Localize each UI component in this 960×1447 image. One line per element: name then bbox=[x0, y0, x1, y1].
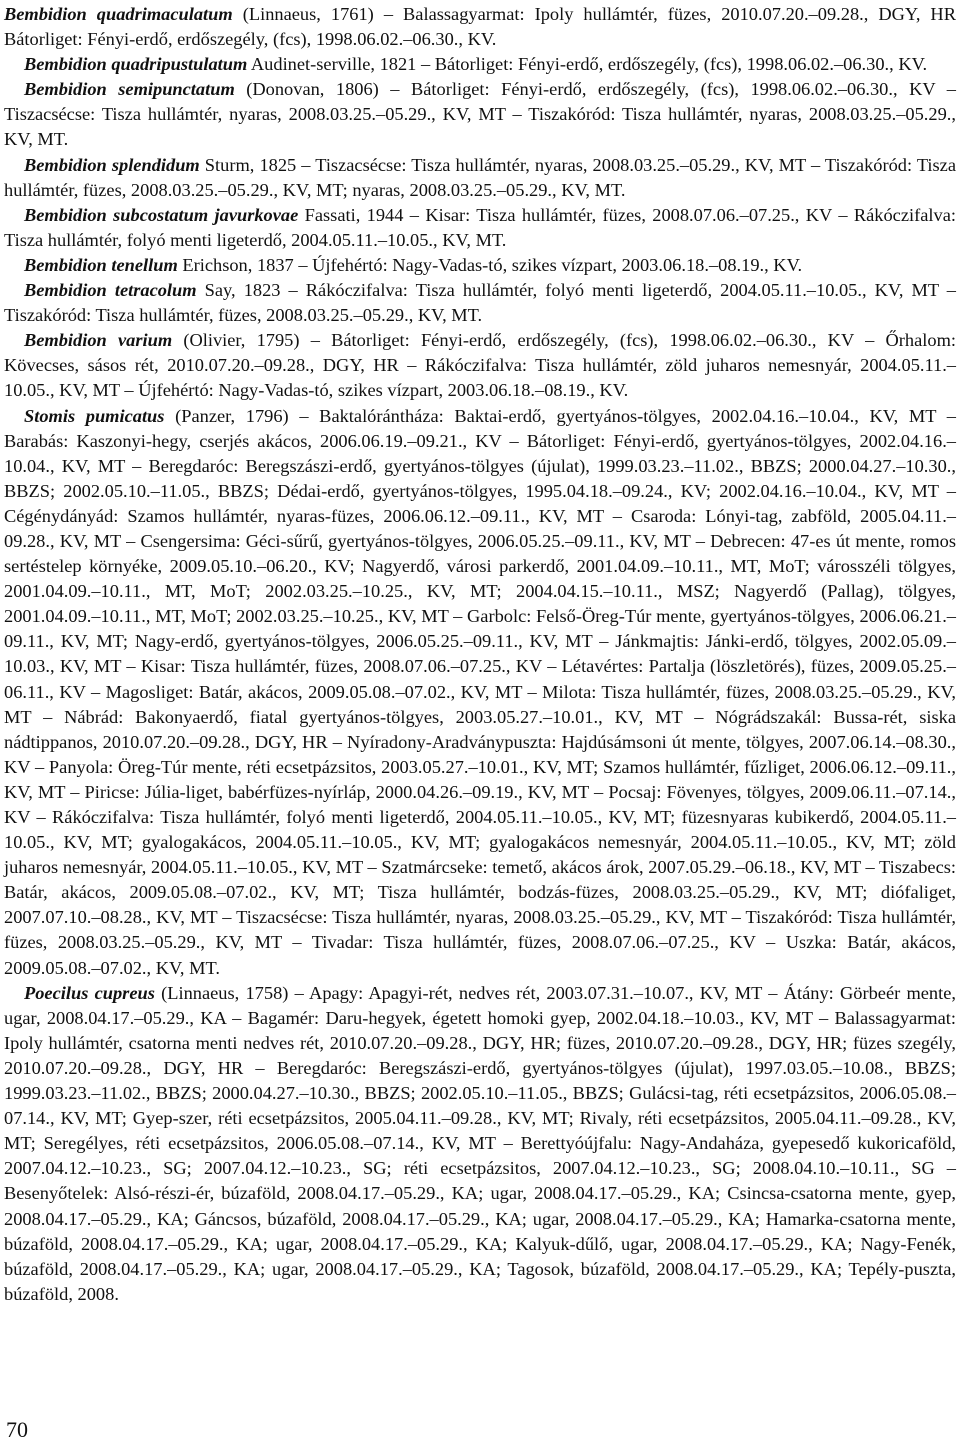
species-record-entry bbox=[4, 52, 956, 77]
record-text: (Linnaeus, 1761) – Balassagyarmat: Ipoly hullámtér, füzes, 2010.07.20.–09.28., DGY, HR Bátorliget: Fényi-erdő, erdőszegély, (fcs), 1998.06.02.–06.30., KV. bbox=[4, 4, 956, 50]
species-record-entry bbox=[4, 77, 956, 152]
species-name: Poecilus cupreus bbox=[24, 982, 155, 1003]
species-name: Bembidion quadrimaculatum bbox=[4, 4, 233, 24]
species-record-entry bbox=[4, 404, 956, 981]
species-record-entry bbox=[4, 2, 956, 52]
record-text: (Linnaeus, 1758) – Apagy: Apagyi-rét, nedves rét, 2003.07.31.–10.07., KV, MT – Átány: Görbeér mente, ugar, 2008.04.17.–05.29., KA – Bagamér: Daru-hegyek, égetett homoki gyep, 2002.04.18.–10.03., KV, MT – Balassagyarmat: Ipoly hullámtér, csatorna menti nedves rét, 2010.07.20.–09.28., DGY, HR; füzes, 2010.07.20.–09.28., DGY, HR; füzes szegély, 2010.07.20.–09.28., DGY, HR – Beregdaróc: Beregszászi-erdő, gyertyános-tölgyes (újulat), 1997.03.05.–10.08., BBZS; 1999.03.23.–11.02., BBZS; 2000.04.27.–10.30., BBZS; 2002.05.10.–11.05., BBZS; Gulácsi-tag, réti ecsetpázsitos, 2006.05.08.–07.14., KV, MT; Gyep-szer, réti ecsetpázsitos, 2005.04.11.–09.28., KV, MT; Rivaly, réti ecsetpázsitos, 2005.04.11.–09.28., KV, MT; Seregélyes, réti ecsetpázsitos, 2006.05.08.–07.14., KV, MT – Berettyóújfalu: Nagy-Andaháza, gyepesedő kukoricaföld, 2007.04.12.–10.23., SG; 2007.04.12.–10.23., SG; réti ecsetpázsitos, 2007.04.12.–10.23., SG; 2008.04.10.–10.11., SG – Besenyőtelek: Alsó-részi-ér, búzaföld, 2008.04.17.–05.29., KA; ugar, 2008.04.17.–05.29., KA; Csincsa-csatorna mente, gyep, 2008.04.17.–05.29., KA; Gáncsos, búzaföld, 2008.04.17.–05.29., KA; ugar, 2008.04.17.–05.29., KA; Hamarka-csatorna mente, búzaföld, 2008.04.17.–05.29., KA; ugar, 2008.04.17.–05.29., KA; Kalyuk-dűlő, ugar, 2008.04.17.–05.29., KA; Nagy-Fenék, búzaföld, 2008.04.17.–05.29., KA; ugar, 2008.04.17.–05.29., KA; Tagosok, búzaföld, 2008.04.17.–05.29., KA; Tepély-puszta, búzaföld, 2008. bbox=[4, 982, 956, 1304]
record-text: (Donovan, 1806) – Bátorliget: Fényi-erdő, erdőszegély, (fcs), 1998.06.02.–06.30., KV – Tiszacsécse: Tisza hullámtér, nyaras, 2008.03.25.–05.29., KV, MT – Tiszakóród: Tisza hullámtér, nyaras, 2008.03.25.–05.29., KV, MT. bbox=[4, 79, 956, 150]
species-name: Bembidion varium bbox=[24, 330, 173, 351]
record-text: Say, 1823 – Rákóczifalva: Tisza hullámtér, folyó menti ligeterdő, 2004.05.11.–10.05., KV, MT – Tiszakóród: Tisza hullámtér, füzes, 2008.03.25.–05.29., KV, MT. bbox=[4, 280, 956, 326]
record-text: (Olivier, 1795) – Bátorliget: Fényi-erdő, erdőszegély, (fcs), 1998.06.02.–06.30., KV – Őrhalom: Kövecses, sásos rét, 2010.07.20.–09.28., DGY, HR – Rákóczifalva: Tisza hullámtér, zöld juharos nemesnyár, 2004.05.11.–10.05., KV, MT – Újfehértó: Nagy-Vadas-tó, szikes vízpart, 2003.06.18.–08.19., KV. bbox=[4, 330, 956, 401]
record-text: Fassati, 1944 – Kisar: Tisza hullámtér, füzes, 2008.07.06.–07.25., KV – Rákóczifalva: Tisza hullámtér, folyó menti ligeterdő, 2004.05.11.–10.05., KV, MT. bbox=[4, 204, 956, 250]
species-name: Bembidion semipunctatum bbox=[24, 79, 235, 100]
species-record-entry bbox=[4, 203, 956, 253]
species-record-entry bbox=[4, 328, 956, 403]
species-record-entry bbox=[4, 253, 956, 278]
record-text: (Panzer, 1796) – Baktalórántháza: Baktai-erdő, gyertyános-tölgyes, 2002.04.16.–10.04., KV, MT – Barabás: Kaszonyi-hegy, cserjés akácos, 2006.06.19.–09.21., KV – Bátorliget: Fényi-erdő, gyertyános-tölgyes, 2002.04.16.–10.04., KV, MT – Beregdaróc: Beregszászi-erdő, gyertyános-tölgyes (újulat), 1999.03.23.–11.02., BBZS; 2000.04.27.–10.30., BBZS; 2002.05.10.–11.05., BBZS; Dédai-erdő, gyertyános-tölgyes, 1995.04.18.–09.24., KV; 2002.04.16.–10.04., KV, MT – Cégénydányád: Szamos hullámtér, nyaras-füzes, 2006.06.12.–09.11., KV, MT – Csaroda: Lónyi-tag, zabföld, 2005.04.11.–09.28., KV, MT – Csengersima: Géci-sűrű, gyertyános-tölgyes, 2006.05.25.–09.11., KV, MT – Debrecen: 47-es út mente, romos sertéstelep környéke, 2009.05.10.–06.20., KV; Nagyerdő, városi parkerdő, 2001.04.09.–10.11., MT, MoT; városszéli tölgyes, 2001.04.09.–10.11., MT, MoT; 2002.03.25.–10.25., KV, MT; 2004.04.15.–10.11., MSZ; Nagyerdő (Pallag), tölgyes, 2001.04.09.–10.11., MT, MoT; 2002.03.25.–10.25., KV, MT – Garbolc: Felső-Öreg-Túr mente, gyertyános-tölgyes, 2006.06.21.–09.11., KV, MT; Nagy-erdő, gyertyános-tölgyes, 2006.05.25.–09.11., KV, MT – Jánkmajtis: Jánki-erdő, tölgyes, 2002.05.09.–10.03., KV, MT – Kisar: Tisza hullámtér, füzes, 2008.07.06.–07.25., KV – Létavértes: Partalja (löszletörés), füzes, 2009.05.25.–06.11., KV – Magosliget: Batár, akácos, 2009.05.08.–07.02., KV, MT – Milota: Tisza hullámtér, füzes, 2008.03.25.–05.29., KV, MT – Nábrád: Bakonyaerdő, fiatal gyertyános-tölgyes, 2003.05.27.–10.01., KV, MT – Nógrádszakál: Bussa-rét, siska nádtippanos, 2010.07.20.–09.28., DGY, HR – Nyíradony-Aradványpuszta: Hajdúsámsoni út mente, tölgyes, 2007.06.14.–08.30., KV – Panyola: Öreg-Túr mente, réti ecsetpázsitos, 2003.05.27.–10.01., KV, MT; Szamos hullámtér, fűzliget, 2006.06.12.–09.11., KV, MT – Piricse: Júlia-liget, babérfüzes-nyírláp, 2000.04.26.–09.19., KV, MT – Pocsaj: Fövenyes, tölgyes, 2009.06.11.–07.14., KV – Rákóczifalva: Tisza hullámtér, folyó menti ligeterdő, 2004.05.11.–10.05., KV, MT; füzesnyaras kubikerdő, 2004.05.11.–10.05., KV, MT; gyalogakácos, 2004.05.11.–10.05., KV, MT; gyalogakácos nemesnyár, 2004.05.11.–10.05., KV, MT; zöld juharos nemesnyár, 2004.05.11.–10.05., KV, MT – Szatmárcseke: temető, akácos árok, 2007.05.29.–06.18., KV, MT – Tiszabecs: Batár, akácos, 2009.05.08.–07.02., KV, MT; Tisza hullámtér, bodzás-füzes, 2008.03.25.–05.29., KV, MT; diófaliget, 2007.07.10.–08.28., KV, MT – Tiszacsécse: Tisza hullámtér, nyaras, 2008.03.25.–05.29., KV, MT – Tiszakóród: Tisza hullámtér, füzes, 2008.03.25.–05.29., KV, MT – Tivadar: Tisza hullámtér, füzes, 2008.07.06.–07.25., KV – Uszka: Batár, akácos, 2009.05.08.–07.02., KV, MT. bbox=[4, 405, 956, 978]
species-name: Stomis pumicatus bbox=[24, 405, 165, 426]
species-name: Bembidion tenellum bbox=[24, 254, 178, 275]
species-record-entry bbox=[4, 981, 956, 1307]
article-text-column bbox=[4, 2, 956, 1307]
page-number: 70 bbox=[6, 1417, 28, 1442]
record-text: Audinet-serville, 1821 – Bátorliget: Fényi-erdő, erdőszegély, (fcs), 1998.06.02.–06.30., KV. bbox=[247, 54, 928, 75]
species-name: Bembidion splendidum bbox=[24, 154, 200, 175]
species-name: Bembidion quadripustulatum bbox=[24, 54, 248, 75]
species-record-entry bbox=[4, 278, 956, 328]
species-name: Bembidion subcostatum javurkovae bbox=[24, 204, 299, 225]
record-text: Sturm, 1825 – Tiszacsécse: Tisza hullámtér, nyaras, 2008.03.25.–05.29., KV, MT – Tiszakóród: Tisza hullámtér, füzes, 2008.03.25.–05.29., KV, MT; nyaras, 2008.03.25.–05.29., KV, MT. bbox=[4, 154, 956, 200]
species-name: Bembidion tetracolum bbox=[24, 280, 197, 301]
species-record-entry bbox=[4, 153, 956, 203]
record-text: Erichson, 1837 – Újfehértó: Nagy-Vadas-tó, szikes vízpart, 2003.06.18.–08.19., KV. bbox=[177, 254, 803, 275]
